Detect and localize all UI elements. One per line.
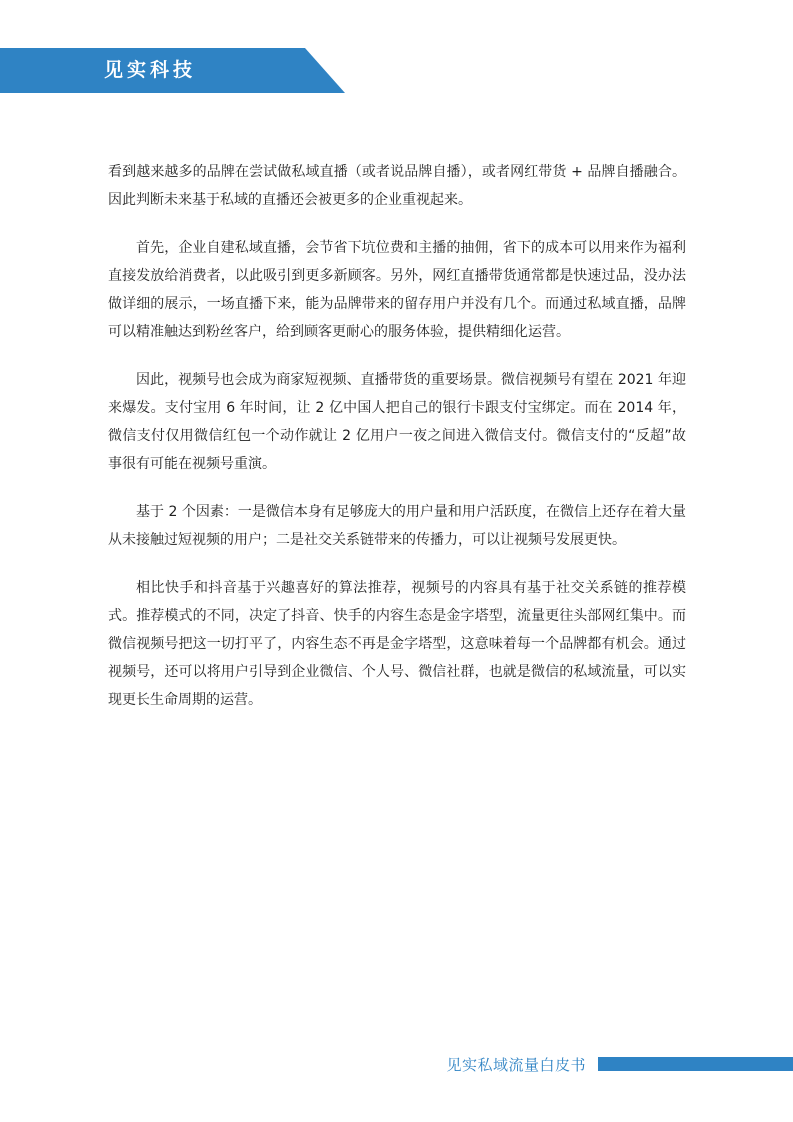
paragraph-2: 首先，企业自建私域直播，会节省下坑位费和主播的抽佣，省下的成本可以用来作为福利直接发放给消费者，以此吸引到更多新顾客。另外，网红直播带货通常都是快速过品，没办法做详细的展示，一场直播下来，能为品牌带来的留存用户并没有几个。而通过私域直播，品牌可以精准触达到粉丝客户，给到顾客更耐心的服务体验，提供精细化运营。 [108, 240, 686, 340]
paragraph-3: 因此，视频号也会成为商家短视频、直播带货的重要场景。微信视频号有望在 2021 年迎来爆发。支付宝用 6 年时间，让 2 亿中国人把自己的银行卡跟支付宝绑定。而在 2014 年，微信支付仅用微信红包一个动作就让 2 亿用户一夜之间进入微信支付。微信支付的“反超”故事很有可能在视频号重演。 [108, 372, 686, 472]
paragraph-5: 相比快手和抖音基于兴趣喜好的算法推荐，视频号的内容具有基于社交关系链的推荐模式。推荐模式的不同，决定了抖音、快手的内容生态是金字塔型，流量更往头部网红集中。而微信视频号把这一切打平了，内容生态不再是金字塔型，这意味着每一个品牌都有机会。通过视频号，还可以将用户引导到企业微信、个人号、微信社群，也就是微信的私域流量，可以实现更长生命周期的运营。 [108, 580, 686, 708]
document-body [108, 158, 686, 734]
footer-accent-bar [598, 1057, 793, 1071]
header-title: 见实科技 [104, 59, 197, 81]
paragraph-1: 看到越来越多的品牌在尝试做私域直播（或者说品牌自播），或者网红带货 + 品牌自播融合。因此判断未来基于私域的直播还会被更多的企业重视起来。 [108, 164, 686, 208]
footer-title: 见实私域流量白皮书 [446, 1056, 586, 1074]
paragraph-4: 基于 2 个因素：一是微信本身有足够庞大的用户量和用户活跃度，在微信上还存在着大量从未接触过短视频的用户；二是社交关系链带来的传播力，可以让视频号发展更快。 [108, 504, 686, 548]
